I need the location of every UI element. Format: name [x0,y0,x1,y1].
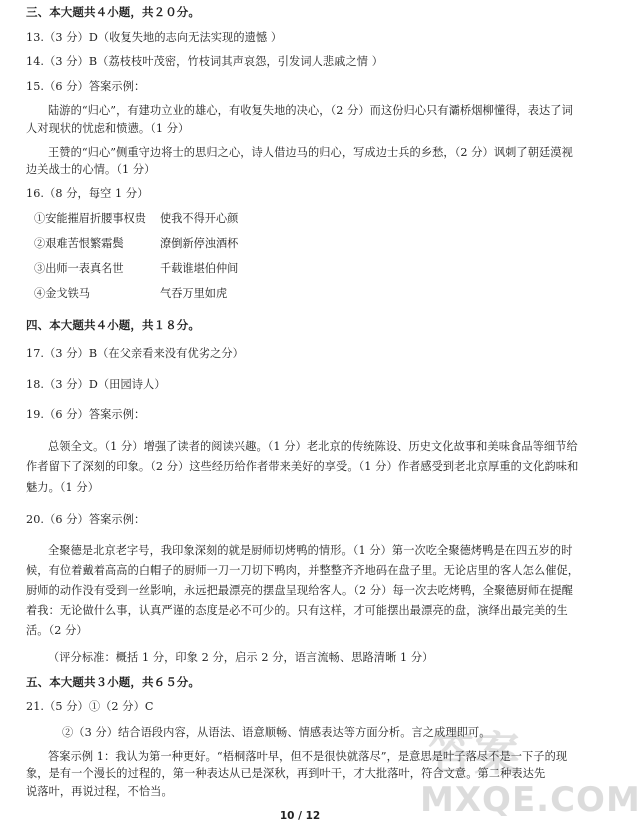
answer-20-header: 20.（6 分）答案示例： [26,513,146,526]
answer-20-line: 着我：无论做什么事，认真严谨的态度是必不可少的。只有这样，才可能摆出最漂亮的盘，演绎出最完美的生 [26,604,568,617]
answer-19-line: 作者留下了深刻的印象。（2 分）这些经历给作者带来美好的享受。（1 分）作者感受到老北京厚重的文化韵味和 [26,460,579,473]
answer-19-line: 魅力。（1 分） [26,481,99,494]
answer-21-line: 说落叶，再说过程，不恰当。 [26,785,173,798]
section-heading-3: 三、本大题共４小题，共２０分。 [26,5,200,19]
answer-18: 18.（3 分）D（田园诗人） [26,378,166,391]
scoring-criteria: （评分标准：概括 1 分，印象 2 分，启示 2 分，语言流畅、思路清晰 1 分） [48,651,434,664]
answer-14: 14.（3 分）B（荔枝枝叶茂密，竹枝词其声哀怨，引发词人悲戚之情 ） [26,55,383,68]
poem-line-right: 使我不得开心颜 [160,212,239,225]
poem-line-left: ④金戈铁马 [34,287,90,300]
poem-line-left: ②艰难苦恨繁霜鬓 [34,237,124,250]
answer-20-line: 活。（2 分） [26,624,88,637]
answer-20-line: 候，有位着戴着高高的白帽子的厨师一刀一刀切下鸭肉，并整整齐齐地码在盘子里。无论店里的客人怎么催促， [26,564,580,577]
poem-line-right: 潦倒新停浊酒杯 [160,237,239,250]
answer-20-line: 厨师的动作没有受到一丝影响，永远把最漂亮的摆盘呈现给客人。（2 分）每一次去吃烤鸭，全聚德厨师在提醒 [26,584,574,597]
answer-17: 17.（3 分）B（在父亲看来没有优劣之分） [26,347,244,360]
watermark-logo [420,718,641,824]
answer-15-header: 15.（6 分）答案示例： [26,80,146,93]
answer-16-header: 16.（8 分，每空 1 分） [26,187,149,200]
answer-15-line: 人对现状的忧虑和愤懑。（1 分） [26,122,190,135]
poem-line-left: ③出师一表真名世 [34,262,124,275]
poem-line-right: 千载谁堪伯仲间 [160,262,239,275]
answer-19-header: 19.（6 分）答案示例： [26,408,146,421]
page-number: 10 / 12 [279,810,321,822]
section-heading-4: 四、本大题共４小题，共１８分。 [26,318,200,332]
answer-15-line: 陆游的“归心”，有建功立业的雄心，有收复失地的决心，（2 分）而这份归心只有灞桥烟柳懂得，表达了词 [48,104,573,117]
poem-line-left: ①安能摧眉折腰事权贵 [34,212,146,225]
answer-15-line: 边关战士的心情。（1 分） [26,163,156,176]
watermark-text: MXQE.COM [420,780,641,820]
answer-20-line: 全聚德是北京老字号，我印象深刻的就是厨师切烤鸭的情形。（1 分）第一次吃全聚德烤鸭是在四五岁的时 [48,544,573,557]
answer-19-line: 总领全文。（1 分）增强了读者的阅读兴趣。（1 分）老北京的传统陈设、历史文化故事和美味食品等细节给 [48,440,578,453]
section-heading-5: 五、本大题共３小题，共６５分。 [26,675,200,689]
answer-21-line: ②（3 分）结合语段内容，从语法、语意顺畅、情感表达等方面分析。言之成理即可。 [62,726,491,739]
answer-13: 13.（3 分）D（收复失地的志向无法实现的遗憾 ） [26,31,283,44]
answer-21-line: 象，是有一个漫长的过程的，第一种表达从已是深秋，再到叶干，才大批落叶，符合文意。第二种表达先 [26,767,546,780]
watermark-cjk: 答案 [428,727,520,781]
poem-line-right: 气吞万里如虎 [160,287,228,300]
answer-21-line: 答案示例 1：我认为第一种更好。“梧桐落叶早，但不是很快就落尽”，是意思是叶子落尽不是一下子的现 [48,750,568,763]
answer-21-header: 21.（5 分）①（2 分）C [26,700,154,713]
answer-15-line: 王赞的“归心”侧重守边将士的思归之心，诗人借边马的归心，写成边士兵的乡愁，（2 分）讽刺了朝廷漠视 [48,146,573,159]
